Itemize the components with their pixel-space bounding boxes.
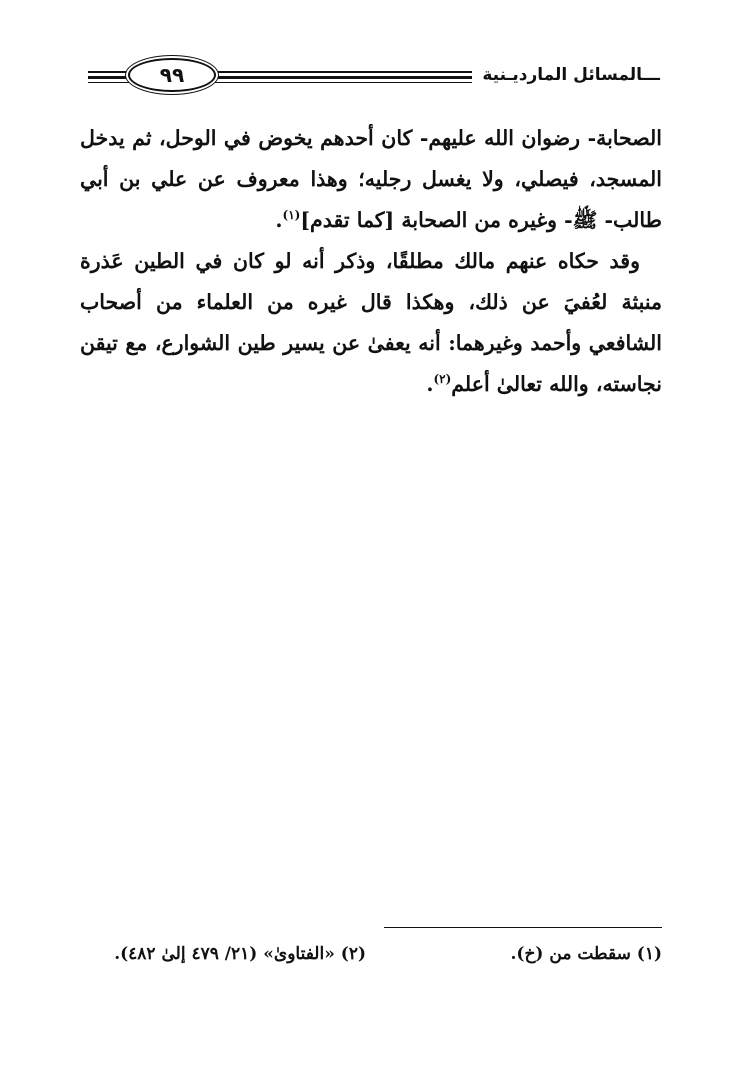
page-number: ٩٩: [159, 63, 185, 87]
paragraph-text: الصحابة- رضوان الله عليهم- كان أحدهم يخوض في الوحل، ثم يدخل المسجد، فيصلي، ولا يغسل رجليه؛ وهذا معروف عن علي بن أبي طالب- ﷺ- وغيره من الصحابة [كما تقدم]: [80, 126, 662, 232]
footnote-reference[interactable]: (١): [282, 208, 301, 223]
page-number-badge: [128, 58, 216, 92]
paragraph-end: .: [426, 372, 434, 396]
paragraph: [80, 241, 662, 405]
paragraph: [80, 118, 662, 241]
footnote-reference[interactable]: (٢): [433, 372, 452, 387]
footnote-2: (٢) «الفتاوىٰ» (٢١/ ٤٧٩ إلىٰ ٤٨٢).: [114, 944, 366, 964]
paragraph-end: .: [275, 208, 283, 232]
running-header: [88, 58, 662, 92]
book-title: ـــالمسائل المارديـنية: [472, 58, 662, 92]
paragraph-text: وقد حكاه عنهم مالك مطلقًا، وذكر أنه لو كان في الطين عَذرة منبثة لعُفيَ عن ذلك، وهكذا قال غيره من العلماء من أصحاب الشافعي وأحمد وغيرهما: أنه يعفىٰ عن يسير طين الشوارع، مع تيقن نجاسته، والله تعالىٰ أعلم: [80, 249, 662, 396]
footnote-1: (١) سقطت من (خ).: [510, 944, 662, 964]
footnote-separator: [384, 927, 662, 928]
main-text: [80, 118, 662, 405]
